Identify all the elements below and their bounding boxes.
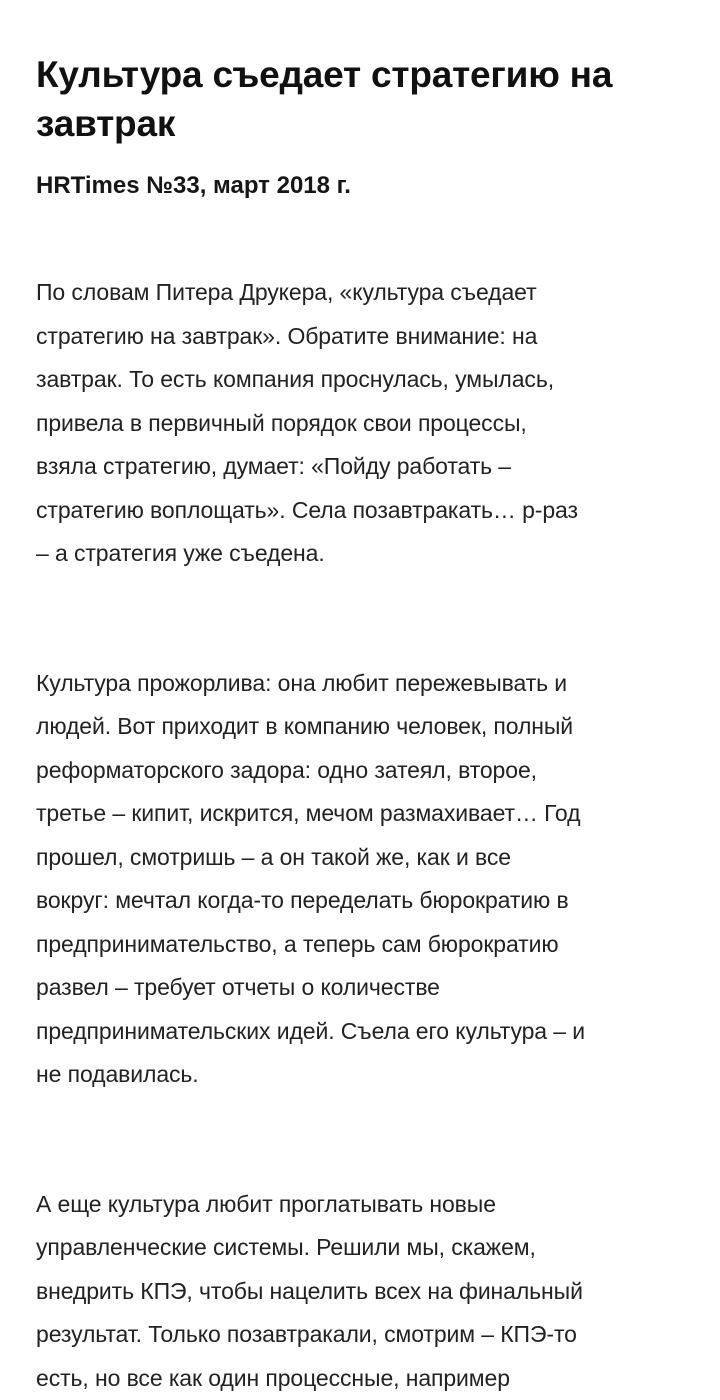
paragraph-line: вокруг: мечтал когда-то переделать бюрократию в bbox=[36, 879, 684, 923]
paragraph-line: внедрить КПЭ, чтобы нацелить всех на финальный bbox=[36, 1270, 684, 1314]
paragraph-line: стратегию воплощать». Села позавтракать… р-раз bbox=[36, 489, 684, 533]
paragraph-line: третье – кипит, искрится, мечом размахивает… Год bbox=[36, 792, 684, 836]
paragraph-line: есть, но все как один процессные, например bbox=[36, 1357, 684, 1400]
paragraph-line: А еще культура любит проглатывать новые bbox=[36, 1183, 684, 1227]
article-title bbox=[36, 50, 684, 148]
article-source: HRTimes №33, март 2018 г. bbox=[36, 169, 684, 203]
paragraph-line: управленческие системы. Решили мы, скажем, bbox=[36, 1226, 684, 1270]
paragraph-line: привела в первичный порядок свои процессы, bbox=[36, 402, 684, 446]
paragraph-line: прошел, смотришь – а он такой же, как и все bbox=[36, 836, 684, 880]
paragraph-line: предпринимательских идей. Съела его культура – и bbox=[36, 1010, 684, 1054]
paragraph-line: предпринимательство, а теперь сам бюрократию bbox=[36, 923, 684, 967]
paragraph-line: – а стратегия уже съедена. bbox=[36, 532, 684, 576]
article-title-line: Культура съедает стратегию на bbox=[36, 50, 684, 99]
article-title-line: завтрак bbox=[36, 99, 684, 148]
article-body bbox=[36, 271, 684, 1400]
paragraph-2 bbox=[36, 662, 684, 1097]
paragraph-line: людей. Вот приходит в компанию человек, полный bbox=[36, 705, 684, 749]
paragraph-line: реформаторского задора: одно затеял, второе, bbox=[36, 749, 684, 793]
paragraph-1 bbox=[36, 271, 684, 576]
paragraph-3 bbox=[36, 1183, 684, 1400]
paragraph-line: Культура прожорлива: она любит пережевывать и bbox=[36, 662, 684, 706]
paragraph-line: взяла стратегию, думает: «Пойду работать – bbox=[36, 445, 684, 489]
paragraph-line: не подавилась. bbox=[36, 1053, 684, 1097]
paragraph-line: завтрак. То есть компания проснулась, умылась, bbox=[36, 358, 684, 402]
paragraph-line: По словам Питера Друкера, «культура съедает bbox=[36, 271, 684, 315]
paragraph-line: результат. Только позавтракали, смотрим – КПЭ-то bbox=[36, 1313, 684, 1357]
paragraph-line: стратегию на завтрак». Обратите внимание: на bbox=[36, 315, 684, 359]
paragraph-line: развел – требует отчеты о количестве bbox=[36, 966, 684, 1010]
